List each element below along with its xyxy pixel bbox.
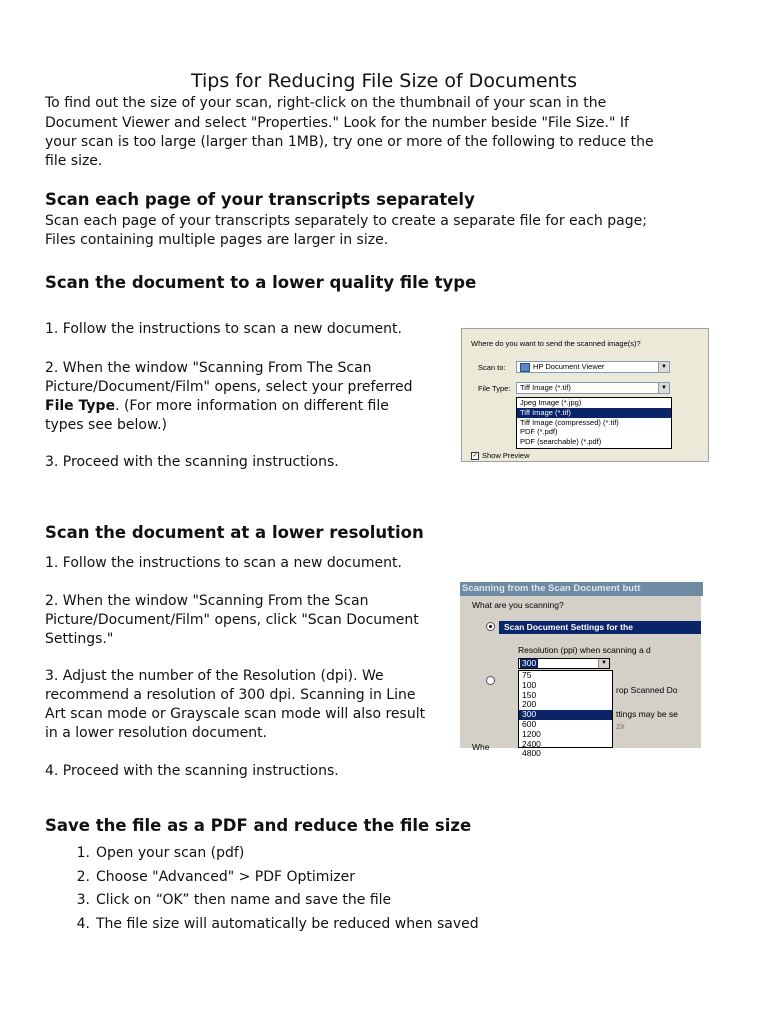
section2-step2-line1: 2. When the window "Scanning From The Scan (45, 360, 372, 376)
file-type-emphasis: File Type (45, 398, 116, 414)
dialog2-bottom-text: Whe (472, 742, 490, 752)
list-item: 1. Open your scan (pdf) (76, 845, 245, 861)
page-title: Tips for Reducing File Size of Documents (190, 70, 578, 92)
chevron-down-icon[interactable]: ▼ (658, 383, 669, 393)
section3-step2-line1: 2. When the window "Scanning From the Scan (45, 593, 369, 609)
section3-step3-line2: recommend a resolution of 300 dpi. Scanning in Line (45, 687, 416, 703)
section3-step3-line1: 3. Adjust the number of the Resolution (dpi). We (45, 668, 384, 684)
resolution-option[interactable]: 600 (522, 718, 537, 729)
file-type-dialog-screenshot (461, 328, 709, 462)
intro-line-3: your scan is too large (larger than 1MB), try one or more of the following to reduce the (45, 134, 654, 150)
chevron-down-icon[interactable]: ▼ (658, 362, 669, 372)
resolution-dialog-screenshot (460, 582, 701, 759)
intro-line-1: To find out the size of your scan, right-click on the thumbnail of your scan in the (45, 95, 607, 111)
scan-to-label: Scan to: (478, 363, 506, 372)
resolution-dropdown-list (518, 670, 613, 759)
file-type-option[interactable]: PDF (*.pdf) (520, 427, 558, 437)
section2-step1: 1. Follow the instructions to scan a new document. (45, 321, 402, 337)
section2-heading: Scan the document to a lower quality file type (45, 273, 477, 292)
checkbox-checked-icon: ✓ (472, 453, 478, 460)
resolution-label: Resolution (ppi) when scanning a d (518, 645, 651, 655)
resolution-option[interactable]: 200 (522, 699, 537, 710)
section3-step3-line3: Art scan mode or Grayscale scan mode will also result (45, 706, 426, 722)
radio-document-selected[interactable] (486, 622, 495, 631)
dialog2-title-bar: Scanning from the Scan Document butt (460, 582, 703, 596)
dialog1-question: Where do you want to send the scanned image(s)? (471, 339, 641, 348)
section1-heading: Scan each page of your transcripts separately (45, 190, 475, 209)
section2-step2-after: . (For more information on different file (115, 398, 389, 414)
resolution-option[interactable]: 150 (522, 689, 537, 700)
show-preview-checkbox[interactable] (471, 451, 530, 460)
section3-step4: 4. Proceed with the scanning instructions. (45, 763, 339, 779)
dialog2-question: What are you scanning? (472, 600, 564, 610)
section3-step1: 1. Follow the instructions to scan a new document. (45, 555, 402, 571)
section3-step2-line2: Picture/Document/Film" opens, click "Scan Document (45, 612, 419, 628)
section3-step3-line4: in a lower resolution document. (45, 725, 268, 741)
scan-to-value: HP Document Viewer (533, 362, 605, 371)
intro-line-4: file size. (45, 153, 103, 169)
file-type-option[interactable]: PDF (searchable) (*.pdf) (520, 437, 602, 447)
resolution-option[interactable]: 100 (522, 679, 537, 690)
resolution-option[interactable]: 4800 (522, 748, 541, 759)
section2-step2-line2: Picture/Document/Film" opens, select your preferred (45, 379, 413, 395)
section1-line-1: Scan each page of your transcripts separately to create a separate file for each page; (45, 213, 647, 229)
file-type-option[interactable]: Tiff Image (compressed) (*.tif) (520, 417, 619, 427)
dialog2-side-text-2: ttings may be se (616, 709, 678, 719)
section3-step2-line3: Settings." (45, 631, 114, 647)
resolution-option-selected[interactable]: 300 (519, 710, 612, 720)
list-item: 3. Click on “OK” then name and save the file (76, 892, 392, 908)
file-type-option-selected[interactable]: Tiff Image (*.tif) (517, 408, 671, 418)
section2-step3: 3. Proceed with the scanning instructions. (45, 454, 339, 470)
radio-other[interactable] (486, 676, 495, 685)
file-type-value: Tiff Image (*.tif) (520, 383, 571, 392)
dialog2-side-text-3: zir (616, 721, 625, 731)
scan-document-settings-button[interactable]: Scan Document Settings for the (499, 621, 701, 634)
show-preview-label: Show Preview (482, 451, 530, 460)
resolution-value: 300 (522, 658, 537, 668)
file-type-option[interactable]: Jpeg Image (*.jpg) (520, 398, 582, 407)
section2-step2-line4: types see below.) (45, 417, 168, 433)
list-item: 2. Choose "Advanced" > PDF Optimizer (76, 868, 356, 885)
file-type-dropdown-list (516, 397, 672, 449)
chevron-down-icon[interactable]: ▼ (598, 659, 609, 668)
resolution-select[interactable] (518, 658, 610, 669)
file-type-label: File Type: (478, 384, 511, 393)
scan-to-select[interactable] (516, 361, 670, 373)
resolution-option[interactable]: 75 (522, 670, 532, 680)
pdf-steps-list (45, 842, 479, 936)
section3-heading: Scan the document at a lower resolution (45, 523, 424, 542)
intro-line-2: Document Viewer and select "Properties." Look for the number beside "File Size." If (45, 115, 629, 131)
document-viewer-icon (520, 363, 530, 372)
file-type-select[interactable] (516, 382, 670, 394)
section1-line-2: Files containing multiple pages are larger in size. (45, 232, 389, 248)
section4-heading: Save the file as a PDF and reduce the file size (45, 816, 472, 835)
resolution-option[interactable]: 1200 (522, 728, 541, 739)
dialog2-side-text-1: rop Scanned Do (616, 685, 678, 695)
section2-step2-line3 (45, 397, 389, 416)
resolution-option[interactable]: 2400 (522, 738, 541, 749)
list-item: 4. The file size will automatically be reduced when saved (76, 915, 479, 932)
